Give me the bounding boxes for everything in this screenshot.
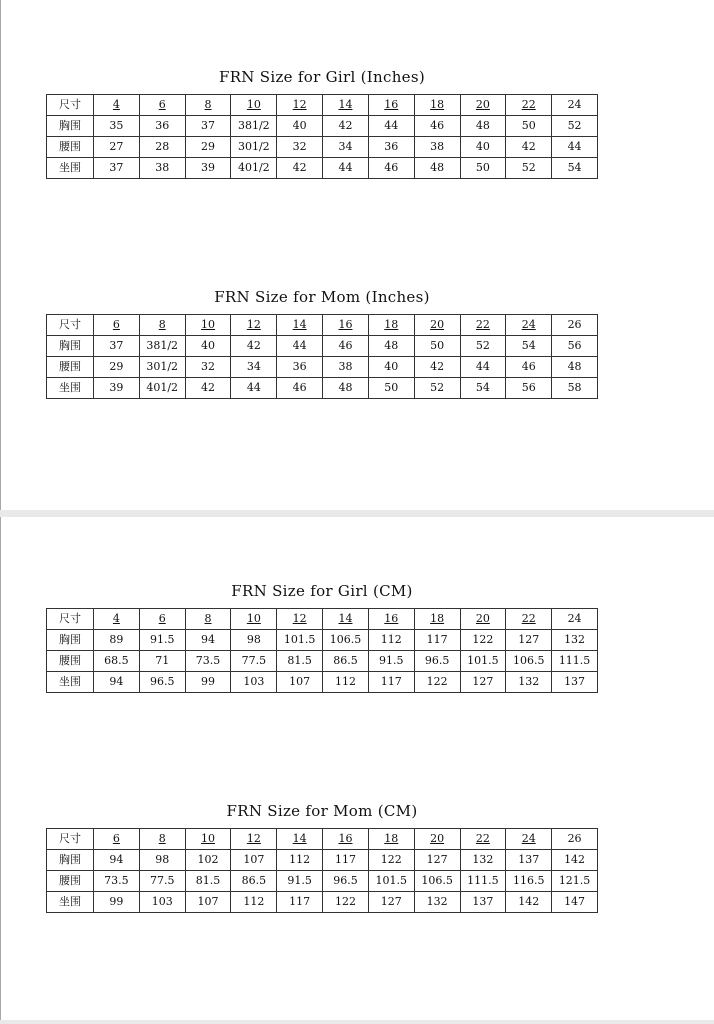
- size-header-cell: [277, 609, 323, 630]
- size-value: 14: [338, 98, 353, 111]
- size-value: 4: [112, 98, 120, 111]
- measurement-cell: 39: [185, 158, 231, 179]
- size-value: 6: [112, 832, 120, 845]
- measurement-cell: 106.5: [506, 651, 552, 672]
- measurement-cell: 44: [552, 137, 598, 158]
- measurement-cell: 111.5: [460, 871, 506, 892]
- measurement-cell: 50: [460, 158, 506, 179]
- measurement-cell: 121.5: [552, 871, 598, 892]
- size-value: 20: [475, 612, 490, 625]
- measurement-cell: 48: [323, 378, 369, 399]
- size-header-cell: [414, 95, 460, 116]
- measurement-cell: 132: [414, 892, 460, 913]
- size-header-cell: [414, 609, 460, 630]
- size-header-cell: [368, 315, 414, 336]
- measurement-cell: 27: [94, 137, 140, 158]
- size-value: 24: [567, 98, 582, 111]
- size-header-cell: [277, 315, 323, 336]
- measurement-cell: 107: [277, 672, 323, 693]
- size-header-row: [47, 829, 598, 850]
- table-row: [47, 158, 598, 179]
- size-table: [46, 314, 598, 399]
- row-label: 胸围: [47, 850, 94, 871]
- measurement-cell: 52: [414, 378, 460, 399]
- table-row: [47, 137, 598, 158]
- measurement-cell: 37: [94, 336, 140, 357]
- measurement-cell: 112: [277, 850, 323, 871]
- measurement-cell: 381/2: [231, 116, 277, 137]
- measurement-cell: 56: [506, 378, 552, 399]
- measurement-cell: 137: [506, 850, 552, 871]
- size-header-row: [47, 95, 598, 116]
- measurement-cell: 106.5: [323, 630, 369, 651]
- measurement-cell: 127: [460, 672, 506, 693]
- size-value: 10: [246, 98, 261, 111]
- measurement-cell: 122: [323, 892, 369, 913]
- size-value: 12: [292, 98, 307, 111]
- size-header-cell: [506, 829, 552, 850]
- measurement-cell: 116.5: [506, 871, 552, 892]
- measurement-cell: 32: [185, 357, 231, 378]
- size-value: 22: [521, 612, 536, 625]
- measurement-cell: 54: [506, 336, 552, 357]
- measurement-cell: 122: [460, 630, 506, 651]
- size-value: 18: [430, 98, 445, 111]
- size-value: 4: [112, 612, 120, 625]
- measurement-cell: 50: [506, 116, 552, 137]
- size-header-cell: [139, 609, 185, 630]
- table-title: FRN Size for Girl (CM): [231, 582, 413, 600]
- size-header-cell: [368, 829, 414, 850]
- measurement-cell: 52: [460, 336, 506, 357]
- measurement-cell: 127: [506, 630, 552, 651]
- table-row: [47, 892, 598, 913]
- size-table: [46, 608, 598, 693]
- measurement-cell: 112: [323, 672, 369, 693]
- measurement-cell: 112: [231, 892, 277, 913]
- measurement-cell: 42: [231, 336, 277, 357]
- measurement-cell: 39: [94, 378, 140, 399]
- size-value: 18: [384, 318, 399, 331]
- table-row: [47, 630, 598, 651]
- measurement-cell: 86.5: [323, 651, 369, 672]
- header-label: 尺寸: [47, 609, 94, 630]
- row-label: 坐围: [47, 158, 94, 179]
- size-value: 24: [521, 318, 536, 331]
- measurement-cell: 117: [323, 850, 369, 871]
- size-value: 24: [521, 832, 536, 845]
- measurement-cell: 37: [185, 116, 231, 137]
- measurement-cell: 32: [277, 137, 323, 158]
- measurement-cell: 98: [139, 850, 185, 871]
- size-value: 14: [292, 318, 307, 331]
- measurement-cell: 56: [552, 336, 598, 357]
- size-header-cell: [94, 315, 140, 336]
- size-value: 8: [158, 832, 166, 845]
- size-header-cell: [460, 95, 506, 116]
- table-title: FRN Size for Girl (Inches): [219, 68, 425, 86]
- measurement-cell: 37: [94, 158, 140, 179]
- measurement-cell: 38: [414, 137, 460, 158]
- measurement-cell: 40: [368, 357, 414, 378]
- measurement-cell: 127: [368, 892, 414, 913]
- size-value: 8: [204, 98, 212, 111]
- size-header-cell: [139, 829, 185, 850]
- screenshot-panel-top: [0, 0, 714, 510]
- measurement-cell: 98: [231, 630, 277, 651]
- measurement-cell: 44: [231, 378, 277, 399]
- size-value: 10: [201, 318, 216, 331]
- size-value: 18: [384, 832, 399, 845]
- size-value: 12: [246, 318, 261, 331]
- size-header-cell: [139, 315, 185, 336]
- measurement-cell: 103: [139, 892, 185, 913]
- size-header-cell: [277, 829, 323, 850]
- measurement-cell: 103: [231, 672, 277, 693]
- size-header-cell: [552, 829, 598, 850]
- size-table: [46, 828, 598, 913]
- table-row: [47, 116, 598, 137]
- size-header-cell: [323, 609, 369, 630]
- measurement-cell: 48: [552, 357, 598, 378]
- measurement-cell: 44: [277, 336, 323, 357]
- measurement-cell: 35: [94, 116, 140, 137]
- row-label: 胸围: [47, 336, 94, 357]
- measurement-cell: 137: [460, 892, 506, 913]
- size-value: 6: [158, 612, 166, 625]
- measurement-cell: 77.5: [139, 871, 185, 892]
- measurement-cell: 401/2: [231, 158, 277, 179]
- size-header-row: [47, 609, 598, 630]
- measurement-cell: 48: [414, 158, 460, 179]
- size-header-cell: [460, 315, 506, 336]
- measurement-cell: 34: [323, 137, 369, 158]
- size-header-cell: [323, 829, 369, 850]
- size-header-cell: [231, 315, 277, 336]
- measurement-cell: 48: [368, 336, 414, 357]
- size-header-cell: [185, 829, 231, 850]
- measurement-cell: 42: [323, 116, 369, 137]
- measurement-cell: 132: [506, 672, 552, 693]
- measurement-cell: 91.5: [139, 630, 185, 651]
- measurement-cell: 101.5: [368, 871, 414, 892]
- measurement-cell: 81.5: [185, 871, 231, 892]
- measurement-cell: 142: [506, 892, 552, 913]
- measurement-cell: 42: [277, 158, 323, 179]
- measurement-cell: 58: [552, 378, 598, 399]
- measurement-cell: 38: [139, 158, 185, 179]
- measurement-cell: 36: [139, 116, 185, 137]
- size-value: 22: [475, 832, 490, 845]
- measurement-cell: 117: [277, 892, 323, 913]
- size-value: 26: [567, 832, 582, 845]
- measurement-cell: 301/2: [139, 357, 185, 378]
- size-value: 20: [430, 318, 445, 331]
- row-label: 腰围: [47, 137, 94, 158]
- measurement-cell: 29: [94, 357, 140, 378]
- measurement-cell: 38: [323, 357, 369, 378]
- size-header-cell: [506, 95, 552, 116]
- measurement-cell: 107: [231, 850, 277, 871]
- measurement-cell: 44: [368, 116, 414, 137]
- measurement-cell: 29: [185, 137, 231, 158]
- measurement-cell: 91.5: [368, 651, 414, 672]
- row-label: 腰围: [47, 871, 94, 892]
- measurement-cell: 96.5: [323, 871, 369, 892]
- size-header-cell: [368, 609, 414, 630]
- measurement-cell: 86.5: [231, 871, 277, 892]
- table-title: FRN Size for Mom (Inches): [214, 288, 430, 306]
- measurement-cell: 77.5: [231, 651, 277, 672]
- measurement-cell: 42: [506, 137, 552, 158]
- measurement-cell: 40: [277, 116, 323, 137]
- size-value: 22: [521, 98, 536, 111]
- measurement-cell: 54: [552, 158, 598, 179]
- measurement-cell: 122: [368, 850, 414, 871]
- size-value: 8: [158, 318, 166, 331]
- table-row: [47, 871, 598, 892]
- measurement-cell: 46: [414, 116, 460, 137]
- measurement-cell: 101.5: [277, 630, 323, 651]
- size-header-cell: [231, 829, 277, 850]
- size-header-cell: [94, 829, 140, 850]
- table-row: [47, 378, 598, 399]
- measurement-cell: 117: [368, 672, 414, 693]
- size-header-cell: [231, 95, 277, 116]
- size-header-cell: [185, 609, 231, 630]
- size-header-cell: [460, 609, 506, 630]
- size-value: 20: [430, 832, 445, 845]
- size-value: 16: [338, 832, 353, 845]
- measurement-cell: 46: [323, 336, 369, 357]
- measurement-cell: 112: [368, 630, 414, 651]
- measurement-cell: 401/2: [139, 378, 185, 399]
- size-header-cell: [460, 829, 506, 850]
- table-row: [47, 651, 598, 672]
- measurement-cell: 48: [460, 116, 506, 137]
- size-header-cell: [277, 95, 323, 116]
- header-label: 尺寸: [47, 95, 94, 116]
- size-header-cell: [231, 609, 277, 630]
- size-value: 10: [201, 832, 216, 845]
- measurement-cell: 68.5: [94, 651, 140, 672]
- size-value: 24: [567, 612, 582, 625]
- measurement-cell: 40: [460, 137, 506, 158]
- size-value: 6: [158, 98, 166, 111]
- table-row: [47, 672, 598, 693]
- screenshot-panel-bottom: [0, 517, 714, 1020]
- measurement-cell: 52: [552, 116, 598, 137]
- measurement-cell: 54: [460, 378, 506, 399]
- measurement-cell: 102: [185, 850, 231, 871]
- measurement-cell: 46: [506, 357, 552, 378]
- measurement-cell: 46: [368, 158, 414, 179]
- table-row: [47, 850, 598, 871]
- size-value: 6: [112, 318, 120, 331]
- size-value: 12: [292, 612, 307, 625]
- size-header-cell: [506, 315, 552, 336]
- size-header-cell: [94, 609, 140, 630]
- measurement-cell: 106.5: [414, 871, 460, 892]
- measurement-cell: 34: [231, 357, 277, 378]
- table-row: [47, 357, 598, 378]
- measurement-cell: 132: [460, 850, 506, 871]
- measurement-cell: 132: [552, 630, 598, 651]
- measurement-cell: 107: [185, 892, 231, 913]
- size-value: 18: [430, 612, 445, 625]
- size-value: 14: [338, 612, 353, 625]
- size-value: 14: [292, 832, 307, 845]
- row-label: 坐围: [47, 378, 94, 399]
- measurement-cell: 94: [94, 850, 140, 871]
- size-header-cell: [506, 609, 552, 630]
- size-header-cell: [323, 95, 369, 116]
- size-header-cell: [94, 95, 140, 116]
- size-value: 22: [475, 318, 490, 331]
- measurement-cell: 50: [414, 336, 460, 357]
- measurement-cell: 142: [552, 850, 598, 871]
- measurement-cell: 94: [185, 630, 231, 651]
- size-header-cell: [185, 95, 231, 116]
- table-title: FRN Size for Mom (CM): [226, 802, 418, 820]
- size-header-cell: [552, 95, 598, 116]
- size-header-row: [47, 315, 598, 336]
- measurement-cell: 127: [414, 850, 460, 871]
- measurement-cell: 42: [185, 378, 231, 399]
- measurement-cell: 40: [185, 336, 231, 357]
- measurement-cell: 381/2: [139, 336, 185, 357]
- measurement-cell: 301/2: [231, 137, 277, 158]
- header-label: 尺寸: [47, 315, 94, 336]
- size-header-cell: [414, 829, 460, 850]
- table-row: [47, 336, 598, 357]
- measurement-cell: 111.5: [552, 651, 598, 672]
- measurement-cell: 91.5: [277, 871, 323, 892]
- measurement-cell: 89: [94, 630, 140, 651]
- header-label: 尺寸: [47, 829, 94, 850]
- measurement-cell: 50: [368, 378, 414, 399]
- measurement-cell: 101.5: [460, 651, 506, 672]
- measurement-cell: 44: [323, 158, 369, 179]
- size-value: 16: [384, 98, 399, 111]
- measurement-cell: 94: [94, 672, 140, 693]
- size-table: [46, 94, 598, 179]
- measurement-cell: 42: [414, 357, 460, 378]
- size-value: 12: [246, 832, 261, 845]
- row-label: 坐围: [47, 892, 94, 913]
- measurement-cell: 36: [368, 137, 414, 158]
- size-header-cell: [368, 95, 414, 116]
- measurement-cell: 71: [139, 651, 185, 672]
- row-label: 坐围: [47, 672, 94, 693]
- size-header-cell: [552, 609, 598, 630]
- measurement-cell: 73.5: [185, 651, 231, 672]
- size-header-cell: [323, 315, 369, 336]
- measurement-cell: 117: [414, 630, 460, 651]
- measurement-cell: 122: [414, 672, 460, 693]
- measurement-cell: 99: [185, 672, 231, 693]
- measurement-cell: 96.5: [414, 651, 460, 672]
- measurement-cell: 52: [506, 158, 552, 179]
- size-value: 16: [384, 612, 399, 625]
- measurement-cell: 99: [94, 892, 140, 913]
- size-value: 20: [475, 98, 490, 111]
- row-label: 腰围: [47, 357, 94, 378]
- row-label: 胸围: [47, 630, 94, 651]
- size-value: 8: [204, 612, 212, 625]
- size-value: 26: [567, 318, 582, 331]
- size-header-cell: [139, 95, 185, 116]
- measurement-cell: 28: [139, 137, 185, 158]
- measurement-cell: 46: [277, 378, 323, 399]
- measurement-cell: 96.5: [139, 672, 185, 693]
- measurement-cell: 147: [552, 892, 598, 913]
- row-label: 腰围: [47, 651, 94, 672]
- measurement-cell: 36: [277, 357, 323, 378]
- size-header-cell: [552, 315, 598, 336]
- measurement-cell: 137: [552, 672, 598, 693]
- size-value: 10: [246, 612, 261, 625]
- row-label: 胸围: [47, 116, 94, 137]
- measurement-cell: 73.5: [94, 871, 140, 892]
- size-value: 16: [338, 318, 353, 331]
- size-header-cell: [414, 315, 460, 336]
- size-header-cell: [185, 315, 231, 336]
- measurement-cell: 81.5: [277, 651, 323, 672]
- measurement-cell: 44: [460, 357, 506, 378]
